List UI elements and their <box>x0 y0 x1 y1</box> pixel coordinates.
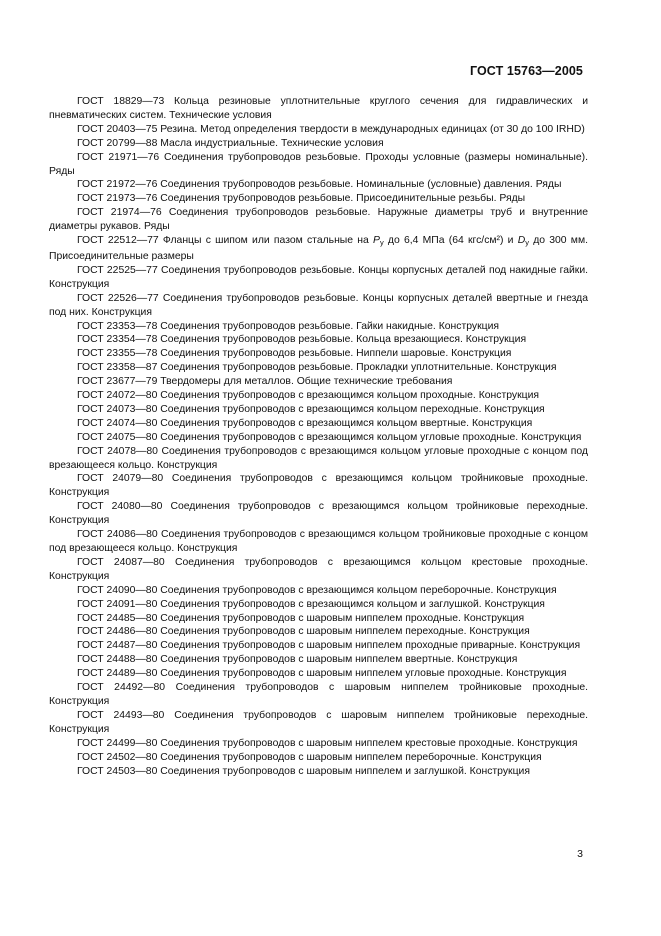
reference-code: ГОСТ 24492—80 <box>77 682 166 694</box>
reference-title: Соединения трубопроводов с врезающимся кольцом угловые проходные с концом под врезающееся кольцо. Конструкция <box>49 445 589 471</box>
reference-code: ГОСТ 24502—80 <box>77 751 158 763</box>
reference-item <box>49 151 588 179</box>
reference-code: ГОСТ 23358—87 <box>77 362 158 374</box>
reference-title: Масла индустриальные. Технические условия <box>160 137 384 149</box>
reference-item <box>49 361 588 375</box>
reference-title: Соединения трубопроводов с шаровым ниппелем проходные приварные. Конструкция <box>160 640 581 652</box>
reference-code: ГОСТ 23354—78 <box>77 334 158 346</box>
reference-code: ГОСТ 24078—80 <box>77 445 158 457</box>
reference-code: ГОСТ 22526—77 <box>77 292 159 304</box>
reference-title: Соединения трубопроводов резьбовые. Наружные диаметры труб и внутренние диаметры рукавов. Ряды <box>49 207 589 233</box>
reference-code: ГОСТ 21974—76 <box>77 207 162 219</box>
diameter-subscript: y <box>525 238 529 248</box>
reference-item <box>49 403 588 417</box>
reference-item <box>49 667 588 681</box>
reference-code: ГОСТ 24090—80 <box>77 584 158 596</box>
reference-item <box>49 333 588 347</box>
reference-item <box>49 625 588 639</box>
reference-title: Соединения трубопроводов резьбовые. Кольца врезающиеся. Конструкция <box>160 334 527 346</box>
reference-title: Соединения трубопроводов резьбовые. Проходы условные (размеры номинальные). Ряды <box>49 151 588 177</box>
page-number: 3 <box>577 848 583 860</box>
reference-item <box>49 320 588 334</box>
reference-code: ГОСТ 24091—80 <box>77 598 158 610</box>
reference-code: ГОСТ 22525—77 <box>77 264 158 276</box>
reference-item <box>49 598 588 612</box>
reference-title: Соединения трубопроводов с шаровым ниппелем переходные. Конструкция <box>160 626 530 638</box>
reference-item <box>49 528 588 556</box>
reference-item <box>49 347 588 361</box>
reference-item <box>49 192 588 206</box>
reference-title: Соединения трубопроводов с шаровым ниппелем тройниковые проходные. Конструкция <box>49 682 588 707</box>
reference-title: Соединения трубопроводов с врезающимся кольцом тройниковые переходные. Конструкция <box>49 501 589 527</box>
reference-title: Резина. Метод определения твердости в международных единицах (от 30 до 100 IRHD) <box>160 123 585 135</box>
reference-item <box>49 123 588 137</box>
reference-code: ГОСТ 20799—88 <box>77 137 158 149</box>
references-list <box>49 95 588 778</box>
reference-title: Соединения трубопроводов с шаровым ниппелем угловые проходные. Конструкция <box>160 668 567 680</box>
reference-code: ГОСТ 21972—76 <box>77 179 158 191</box>
reference-title-part: до 6,4 МПа (64 кгс/см²) и <box>387 235 514 247</box>
reference-title: Соединения трубопроводов с шаровым ниппелем проходные. Конструкция <box>160 612 525 624</box>
reference-item <box>49 95 588 123</box>
reference-code: ГОСТ 24074—80 <box>77 417 158 429</box>
reference-item <box>49 292 588 320</box>
reference-title: Соединения трубопроводов с врезающимся кольцом переборочные. Конструкция <box>160 584 557 596</box>
reference-code: ГОСТ 20403—75 <box>77 123 158 135</box>
reference-code: ГОСТ 18829—73 <box>77 96 165 107</box>
reference-code: ГОСТ 24487—80 <box>77 640 158 652</box>
reference-item <box>49 556 588 584</box>
reference-item <box>49 431 588 445</box>
reference-title: Соединения трубопроводов резьбовые. Ниппели шаровые. Конструкция <box>160 348 512 360</box>
reference-item <box>49 584 588 598</box>
reference-code: ГОСТ 24086—80 <box>77 529 158 541</box>
reference-item <box>49 472 588 500</box>
reference-code: ГОСТ 24080—80 <box>77 501 163 513</box>
reference-code: ГОСТ 23355—78 <box>77 348 158 360</box>
reference-title: Соединения трубопроводов с шаровым ниппелем и заглушкой. Конструкция <box>160 765 530 777</box>
reference-code: ГОСТ 24499—80 <box>77 737 158 749</box>
reference-item <box>49 765 588 779</box>
reference-code: ГОСТ 24079—80 <box>77 473 164 485</box>
reference-code: ГОСТ 24486—80 <box>77 626 158 638</box>
reference-title: Соединения трубопроводов с врезающимся кольцом ввертные. Конструкция <box>160 417 533 429</box>
reference-item <box>49 375 588 389</box>
reference-title-part: Фланцы с шипом или пазом стальные на <box>162 235 369 247</box>
reference-item <box>49 709 588 737</box>
reference-title: Соединения трубопроводов с врезающимся кольцом крестовые проходные. Конструкция <box>49 556 589 582</box>
reference-item <box>49 417 588 431</box>
reference-item <box>49 206 588 234</box>
reference-code: ГОСТ 24075—80 <box>77 431 158 443</box>
reference-item <box>49 264 588 292</box>
reference-title: Соединения трубопроводов резьбовые. Гайки накидные. Конструкция <box>160 320 500 332</box>
reference-item <box>49 234 588 264</box>
reference-code: ГОСТ 24493—80 <box>77 709 165 721</box>
reference-code: ГОСТ 24087—80 <box>77 556 165 568</box>
reference-title: Соединения трубопроводов с врезающимся кольцом переходные. Конструкция <box>160 403 545 415</box>
reference-title: Соединения трубопроводов с врезающимся кольцом тройниковые проходные с концом под врезающееся кольцо. Конструкция <box>49 529 588 554</box>
reference-title: Соединения трубопроводов с шаровым ниппелем ввертные. Конструкция <box>160 654 518 666</box>
reference-item <box>49 653 588 667</box>
reference-code: ГОСТ 24489—80 <box>77 668 158 680</box>
reference-code: ГОСТ 23677—79 <box>77 376 158 388</box>
reference-code: ГОСТ 23353—78 <box>77 320 158 332</box>
reference-title: Соединения трубопроводов с шаровым ниппелем переборочные. Конструкция <box>160 751 542 763</box>
reference-title: Соединения трубопроводов резьбовые. Концы корпусных деталей ввертные и гнезда под них. Конструкция <box>49 292 589 318</box>
pressure-symbol: P <box>373 235 380 247</box>
reference-title: Соединения трубопроводов резьбовые. Присоединительные резьбы. Ряды <box>160 193 526 205</box>
pressure-subscript: y <box>379 238 384 248</box>
reference-title: Соединения трубопроводов с шаровым ниппелем тройниковые переходные. Конструкция <box>49 709 589 735</box>
reference-title: Соединения трубопроводов с врезающимся кольцом проходные. Конструкция <box>160 390 540 402</box>
reference-item <box>49 751 588 765</box>
reference-item <box>49 178 588 192</box>
reference-title: Кольца резиновые уплотнительные круглого сечения для гидравлических и пневматических систем. Технические условия <box>49 96 589 121</box>
reference-code: ГОСТ 24073—80 <box>77 403 158 415</box>
reference-code: ГОСТ 24488—80 <box>77 654 158 666</box>
reference-item <box>49 389 588 403</box>
reference-title: Соединения трубопроводов с врезающимся кольцом тройниковые проходные. Конструкция <box>49 473 589 499</box>
reference-code: ГОСТ 24485—80 <box>77 612 158 624</box>
reference-title: Твердомеры для металлов. Общие технические требования <box>160 376 453 388</box>
reference-title: Соединения трубопроводов резьбовые. Концы корпусных деталей под накидные гайки. Конструкция <box>49 264 589 290</box>
reference-title-part: до 300 мм. Присоединительные размеры <box>49 235 588 262</box>
reference-code: ГОСТ 22512—77 <box>77 235 159 247</box>
reference-title: Соединения трубопроводов резьбовые. Прокладки уплотнительные. Конструкция <box>160 362 557 374</box>
reference-code: ГОСТ 21971—76 <box>77 151 160 163</box>
diameter-symbol: D <box>517 235 526 247</box>
reference-item <box>49 612 588 626</box>
reference-code: ГОСТ 24072—80 <box>77 390 158 402</box>
reference-item <box>49 445 588 473</box>
reference-title: Соединения трубопроводов с шаровым ниппелем крестовые проходные. Конструкция <box>160 737 578 749</box>
reference-title: Соединения трубопроводов с врезающимся кольцом и заглушкой. Конструкция <box>160 598 545 610</box>
reference-title: Соединения трубопроводов с врезающимся кольцом угловые проходные. Конструкция <box>160 431 582 443</box>
reference-code: ГОСТ 24503—80 <box>77 765 158 777</box>
reference-item <box>49 737 588 751</box>
reference-item <box>49 681 588 709</box>
reference-item <box>49 639 588 653</box>
reference-code: ГОСТ 21973—76 <box>77 193 158 205</box>
document-header: ГОСТ 15763—2005 <box>469 64 583 78</box>
reference-item <box>49 500 588 528</box>
reference-item <box>49 137 588 151</box>
reference-title: Соединения трубопроводов резьбовые. Номинальные (условные) давления. Ряды <box>160 179 562 191</box>
